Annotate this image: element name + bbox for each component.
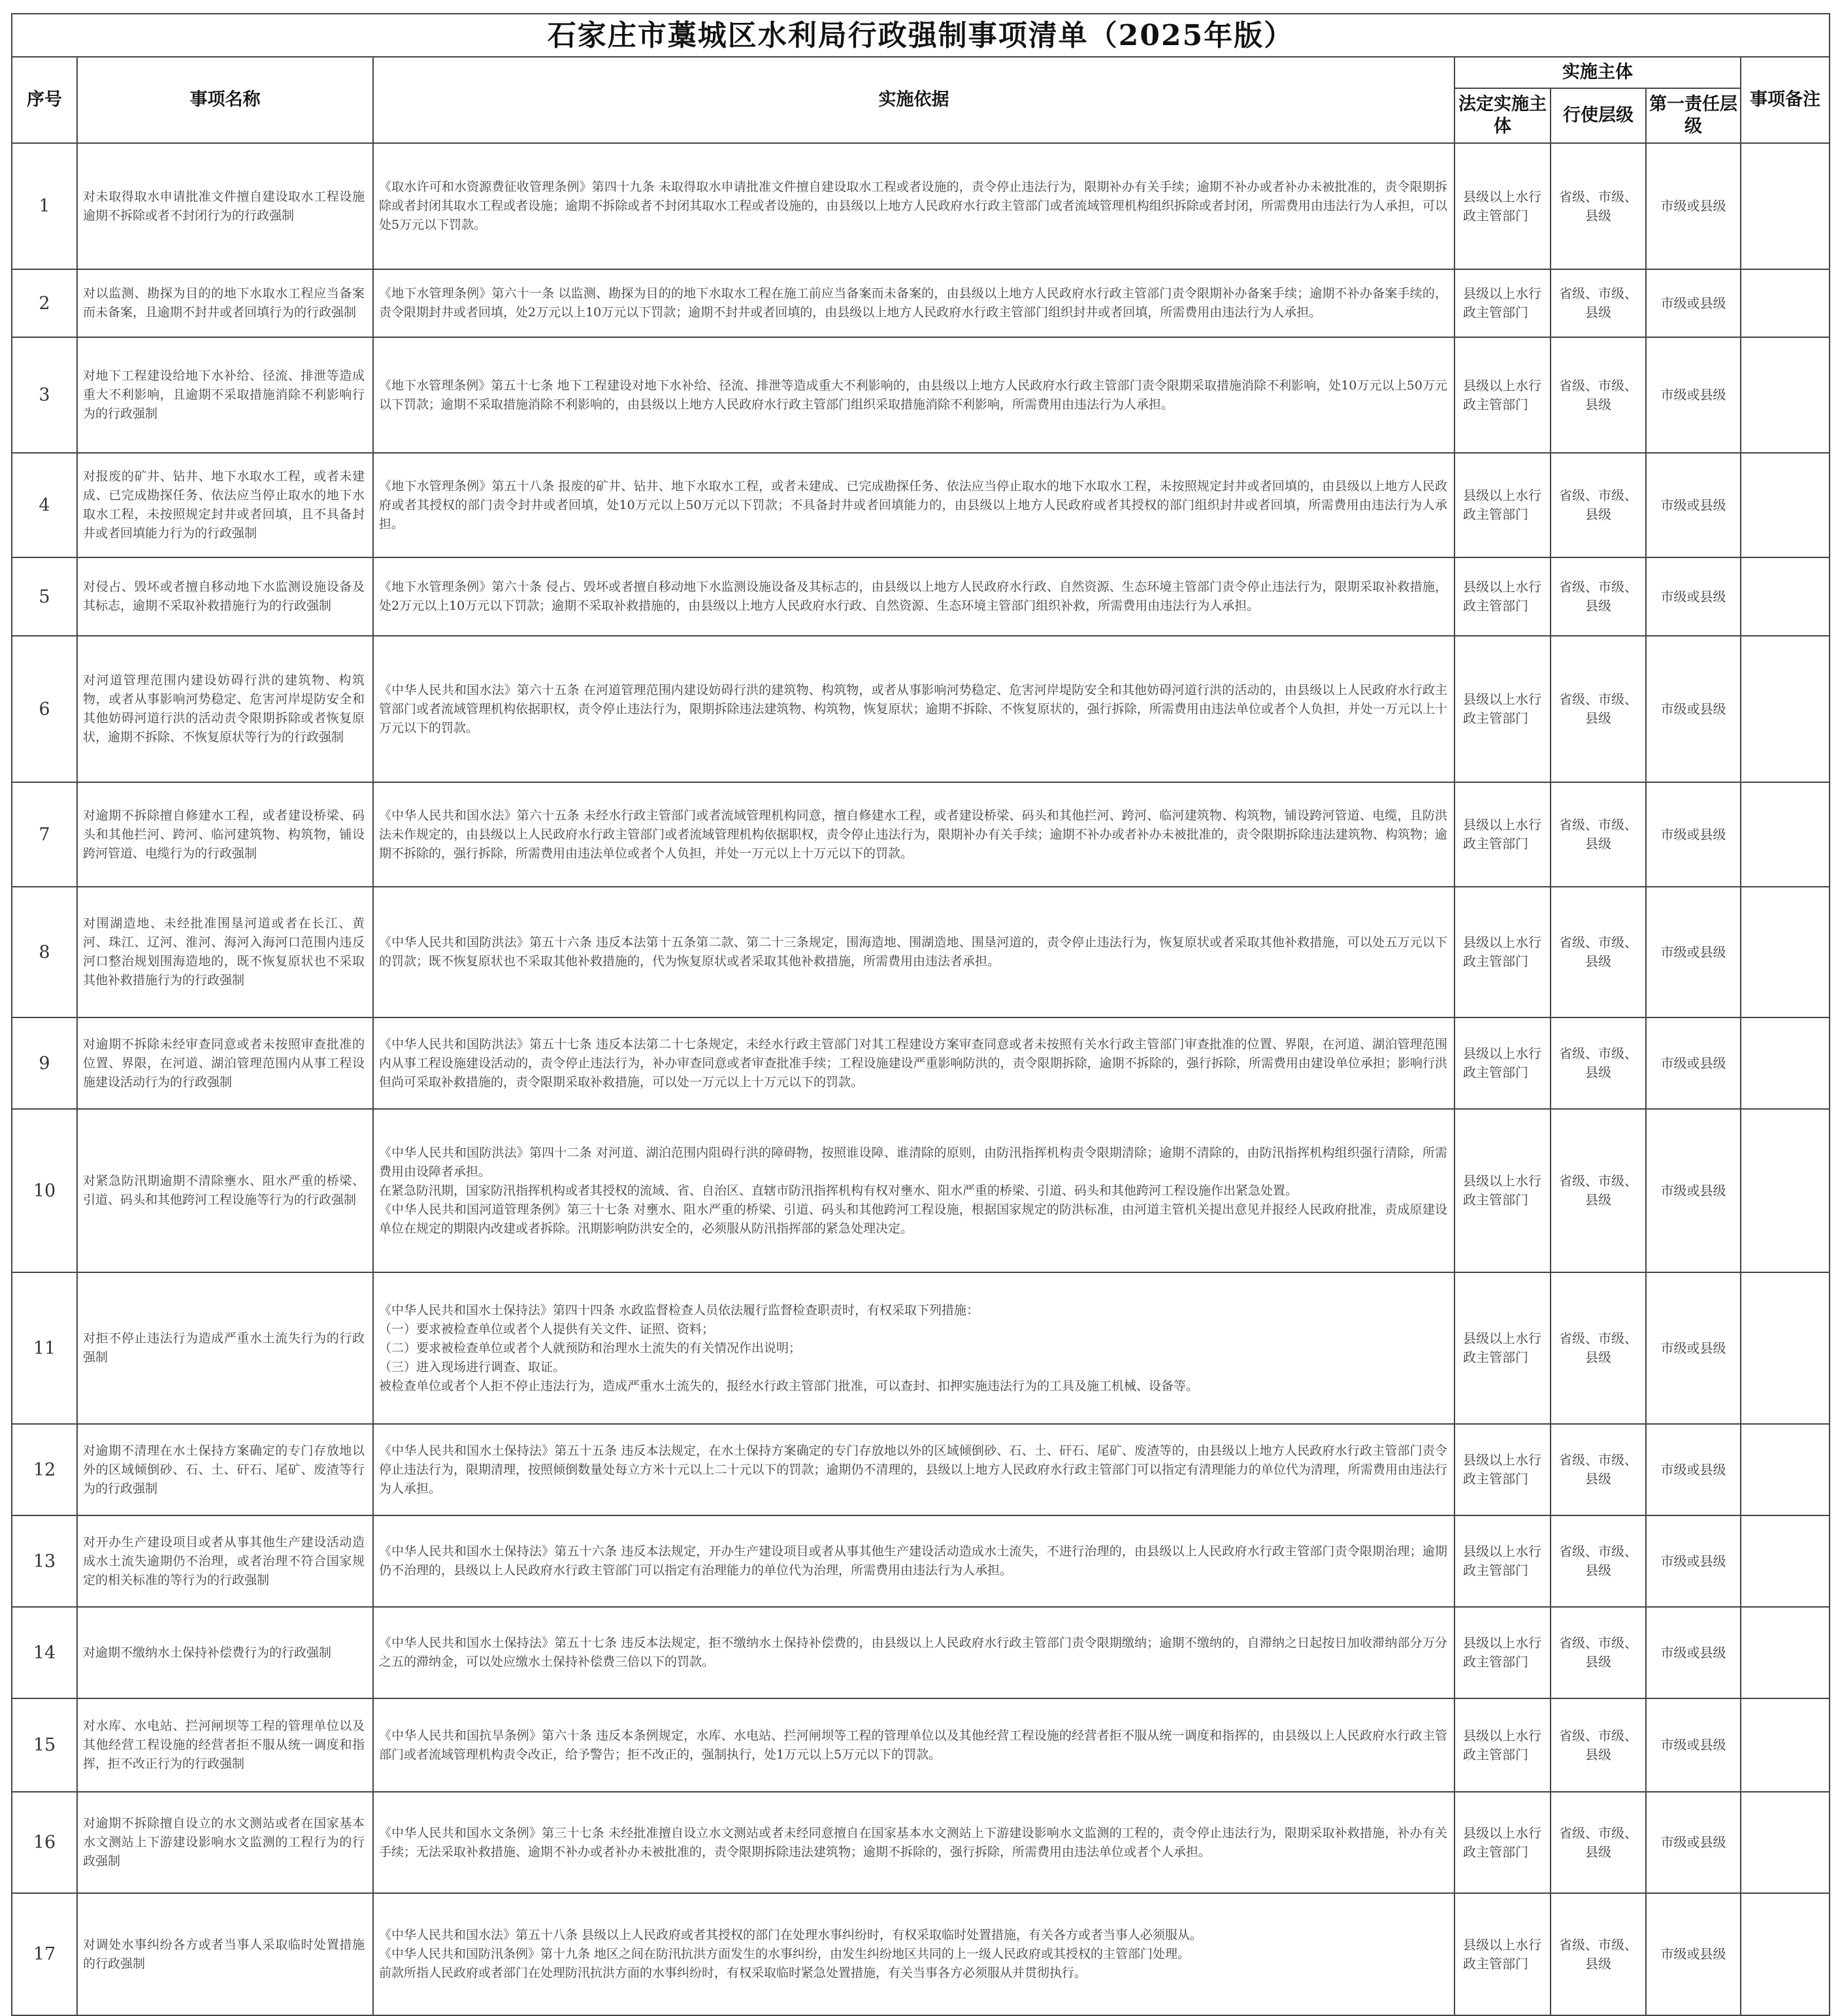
basis-paragraph: 《中华人民共和国防洪法》第五十六条 违反本法第十五条第二款、第二十三条规定，围海造地、围湖造地、围垦河道的，责令停止违法行为，恢复原状或者采取其他补救措施，可以处五万元以下的罚款；既不恢复原状也不采取其他补救措施的，代为恢复原状或者采取其他补救措施，所需费用由违法者承担。 bbox=[379, 935, 1447, 968]
row-remarks bbox=[1741, 557, 1830, 636]
table-row bbox=[12, 1698, 1830, 1792]
row-item-name: 对以监测、勘探为目的的地下水取水工程应当备案而未备案，且逾期不封井或者回填行为的行政强制 bbox=[77, 269, 373, 337]
row-basis bbox=[373, 269, 1454, 337]
row-basis bbox=[373, 782, 1454, 887]
table-row bbox=[12, 269, 1830, 337]
row-basis bbox=[373, 1792, 1454, 1893]
row-exercise-level: 省级、市级、县级 bbox=[1551, 1109, 1646, 1272]
table-row bbox=[12, 143, 1830, 269]
row-basis bbox=[373, 636, 1454, 782]
table-row bbox=[12, 1607, 1830, 1698]
header-remarks: 事项备注 bbox=[1741, 57, 1830, 143]
row-exercise-level: 省级、市级、县级 bbox=[1551, 1893, 1646, 2015]
row-legal-subject: 县级以上水行政主管部门 bbox=[1454, 1698, 1551, 1792]
row-exercise-level: 省级、市级、县级 bbox=[1551, 1424, 1646, 1515]
header-exercise-level: 行使层级 bbox=[1551, 88, 1646, 143]
row-remarks bbox=[1741, 636, 1830, 782]
header-basis: 实施依据 bbox=[373, 57, 1454, 143]
row-basis bbox=[373, 1698, 1454, 1792]
row-item-name: 对紧急防汛期逾期不清除壅水、阻水严重的桥梁、引道、码头和其他跨河工程设施等行为的行政强制 bbox=[77, 1109, 373, 1272]
row-first-resp-level: 市级或县级 bbox=[1646, 636, 1741, 782]
table-row bbox=[12, 1109, 1830, 1272]
basis-paragraph: 《中华人民共和国水土保持法》第五十五条 违反本法规定，在水土保持方案确定的专门存放地以外的区域倾倒砂、石、土、矸石、尾矿、废渣等的，由县级以上地方人民政府水行政主管部门责令停止违法行为，限期清理，按照倾倒数量处每立方米十元以上二十元以下的罚款；逾期仍不清理的，县级以上地方人民政府水行政主管部门可以指定有清理能力的单位代为清理，所需费用由违法行为人承担。 bbox=[379, 1443, 1447, 1496]
row-first-resp-level: 市级或县级 bbox=[1646, 1698, 1741, 1792]
row-remarks bbox=[1741, 1515, 1830, 1607]
row-basis bbox=[373, 1109, 1454, 1272]
row-seq: 5 bbox=[12, 557, 77, 636]
row-first-resp-level: 市级或县级 bbox=[1646, 782, 1741, 887]
row-remarks bbox=[1741, 269, 1830, 337]
row-first-resp-level: 市级或县级 bbox=[1646, 453, 1741, 557]
row-basis bbox=[373, 143, 1454, 269]
row-remarks bbox=[1741, 1109, 1830, 1272]
row-first-resp-level: 市级或县级 bbox=[1646, 337, 1741, 453]
basis-paragraph: 《地下水管理条例》第六十条 侵占、毁坏或者擅自移动地下水监测设施设备及其标志的，由县级以上地方人民政府水行政、自然资源、生态环境主管部门责令停止违法行为，限期采取补救措施，处2万元以上10万元以下罚款；逾期不采取补救措施的，由县级以上地方人民政府水行政、自然资源、生态环境主管部门组织补救，所需费用由违法行为人承担。 bbox=[379, 580, 1447, 613]
row-seq: 12 bbox=[12, 1424, 77, 1515]
row-first-resp-level: 市级或县级 bbox=[1646, 557, 1741, 636]
row-remarks bbox=[1741, 1017, 1830, 1109]
row-item-name: 对逾期不拆除擅自修建水工程，或者建设桥梁、码头和其他拦河、跨河、临河建筑物、构筑物，铺设跨河管道、电缆行为的行政强制 bbox=[77, 782, 373, 887]
row-remarks bbox=[1741, 453, 1830, 557]
row-remarks bbox=[1741, 782, 1830, 887]
row-basis bbox=[373, 1515, 1454, 1607]
row-legal-subject: 县级以上水行政主管部门 bbox=[1454, 337, 1551, 453]
basis-paragraph: （一）要求被检查单位或者个人提供有关文件、证照、资料； bbox=[379, 1321, 715, 1336]
row-item-name: 对逾期不拆除未经审查同意或者未按照审查批准的位置、界限，在河道、湖泊管理范围内从事工程设施建设活动行为的行政强制 bbox=[77, 1017, 373, 1109]
row-remarks bbox=[1741, 887, 1830, 1017]
row-exercise-level: 省级、市级、县级 bbox=[1551, 557, 1646, 636]
header-seq: 序号 bbox=[12, 57, 77, 143]
table-row bbox=[12, 1424, 1830, 1515]
row-exercise-level: 省级、市级、县级 bbox=[1551, 337, 1646, 453]
row-remarks bbox=[1741, 1607, 1830, 1698]
basis-paragraph: （三）进入现场进行调查、取证。 bbox=[379, 1359, 566, 1374]
row-item-name: 对拒不停止违法行为造成严重水土流失行为的行政强制 bbox=[77, 1272, 373, 1424]
row-seq: 7 bbox=[12, 782, 77, 887]
row-exercise-level: 省级、市级、县级 bbox=[1551, 1698, 1646, 1792]
basis-paragraph: 《地下水管理条例》第六十一条 以监测、勘探为目的的地下水取水工程在施工前应当备案而未备案的，由县级以上地方人民政府水行政主管部门责令限期补办备案手续；逾期不补办备案手续的，责令限期封井或者回填，处2万元以上10万元以下罚款；逾期不封井或者回填的，由县级以上地方人民政府水行政主管部门组织封井或者回填，所需费用由违法行为人承担。 bbox=[379, 286, 1447, 320]
row-item-name: 对河道管理范围内建设妨碍行洪的建筑物、构筑物，或者从事影响河势稳定、危害河岸堤防安全和其他妨碍河道行洪的活动责令限期拆除或者恢复原状，逾期不拆除、不恢复原状等行为的行政强制 bbox=[77, 636, 373, 782]
row-seq: 14 bbox=[12, 1607, 77, 1698]
row-first-resp-level: 市级或县级 bbox=[1646, 143, 1741, 269]
row-exercise-level: 省级、市级、县级 bbox=[1551, 1515, 1646, 1607]
row-exercise-level: 省级、市级、县级 bbox=[1551, 1272, 1646, 1424]
row-legal-subject: 县级以上水行政主管部门 bbox=[1454, 1109, 1551, 1272]
table-row bbox=[12, 1272, 1830, 1424]
row-exercise-level: 省级、市级、县级 bbox=[1551, 453, 1646, 557]
table-row bbox=[12, 887, 1830, 1017]
basis-paragraph: 被检查单位或者个人拒不停止违法行为，造成严重水土流失的，报经水行政主管部门批准，可以查封、扣押实施违法行为的工具及施工机械、设备等。 bbox=[379, 1378, 1199, 1393]
basis-paragraph: 前款所指人民政府或者部门在处理防汛抗洪方面的水事纠纷时，有权采取临时紧急处置措施，有关当事各方必须服从并贯彻执行。 bbox=[379, 1966, 1087, 1980]
row-seq: 9 bbox=[12, 1017, 77, 1109]
row-basis bbox=[373, 557, 1454, 636]
row-exercise-level: 省级、市级、县级 bbox=[1551, 1017, 1646, 1109]
row-first-resp-level: 市级或县级 bbox=[1646, 1515, 1741, 1607]
row-seq: 17 bbox=[12, 1893, 77, 2015]
row-legal-subject: 县级以上水行政主管部门 bbox=[1454, 636, 1551, 782]
row-legal-subject: 县级以上水行政主管部门 bbox=[1454, 1792, 1551, 1893]
header-first-resp-level: 第一责任层级 bbox=[1646, 88, 1741, 143]
row-first-resp-level: 市级或县级 bbox=[1646, 269, 1741, 337]
row-remarks bbox=[1741, 337, 1830, 453]
row-legal-subject: 县级以上水行政主管部门 bbox=[1454, 1893, 1551, 2015]
table-row bbox=[12, 337, 1830, 453]
row-basis bbox=[373, 1607, 1454, 1698]
row-legal-subject: 县级以上水行政主管部门 bbox=[1454, 557, 1551, 636]
row-item-name: 对水库、水电站、拦河闸坝等工程的管理单位以及其他经营工程设施的经营者拒不服从统一调度和指挥，拒不改正行为的行政强制 bbox=[77, 1698, 373, 1792]
row-item-name: 对地下工程建设给地下水补给、径流、排泄等造成重大不利影响，且逾期不采取措施消除不利影响行为的行政强制 bbox=[77, 337, 373, 453]
row-basis bbox=[373, 453, 1454, 557]
table-row bbox=[12, 1792, 1830, 1893]
table-row bbox=[12, 1515, 1830, 1607]
row-legal-subject: 县级以上水行政主管部门 bbox=[1454, 1424, 1551, 1515]
basis-paragraph: 《中华人民共和国水法》第六十五条 未经水行政主管部门或者流域管理机构同意，擅自修建水工程，或者建设桥梁、码头和其他拦河、跨河、临河建筑物、构筑物，铺设跨河管道、电缆，且防洪法未作规定的，由县级以上人民政府水行政主管部门或者流域管理机构依据职权，责令停止违法行为，限期补办有关手续；逾期不补办或者补办未被批准的，责令限期拆除违法建筑物、构筑物；逾期不拆除的，强行拆除，所需费用由违法单位或者个人负担，并处一万元以上十万元以下的罚款。 bbox=[379, 808, 1447, 861]
row-item-name: 对围湖造地、未经批准围垦河道或者在长江、黄河、珠江、辽河、淮河、海河入海河口范围内违反河口整治规划围海造地的，既不恢复原状也不采取其他补救措施行为的行政强制 bbox=[77, 887, 373, 1017]
row-legal-subject: 县级以上水行政主管部门 bbox=[1454, 887, 1551, 1017]
row-legal-subject: 县级以上水行政主管部门 bbox=[1454, 1272, 1551, 1424]
row-remarks bbox=[1741, 1424, 1830, 1515]
row-item-name: 对报废的矿井、钻井、地下水取水工程，或者未建成、已完成勘探任务、依法应当停止取水的地下水取水工程，未按照规定封井或者回填，且不具备封井或者回填能力行为的行政强制 bbox=[77, 453, 373, 557]
row-legal-subject: 县级以上水行政主管部门 bbox=[1454, 1515, 1551, 1607]
row-seq: 13 bbox=[12, 1515, 77, 1607]
table-row bbox=[12, 1893, 1830, 2015]
row-remarks bbox=[1741, 1698, 1830, 1792]
page-title: 石家庄市藁城区水利局行政强制事项清单（2025年版） bbox=[12, 14, 1830, 57]
row-item-name: 对逾期不缴纳水土保持补偿费行为的行政强制 bbox=[77, 1607, 373, 1698]
row-seq: 10 bbox=[12, 1109, 77, 1272]
row-item-name: 对未取得取水申请批准文件擅自建设取水工程设施逾期不拆除或者不封闭行为的行政强制 bbox=[77, 143, 373, 269]
row-legal-subject: 县级以上水行政主管部门 bbox=[1454, 1607, 1551, 1698]
row-item-name: 对调处水事纠纷各方或者当事人采取临时处置措施的行政强制 bbox=[77, 1893, 373, 2015]
row-exercise-level: 省级、市级、县级 bbox=[1551, 1792, 1646, 1893]
row-seq: 16 bbox=[12, 1792, 77, 1893]
enforcement-table bbox=[11, 13, 1830, 2016]
row-seq: 6 bbox=[12, 636, 77, 782]
row-basis bbox=[373, 1893, 1454, 2015]
table-row bbox=[12, 557, 1830, 636]
row-exercise-level: 省级、市级、县级 bbox=[1551, 143, 1646, 269]
row-item-name: 对开办生产建设项目或者从事其他生产建设活动造成水土流失逾期仍不治理，或者治理不符合国家规定的相关标准的等行为的行政强制 bbox=[77, 1515, 373, 1607]
basis-paragraph: 《中华人民共和国水土保持法》第五十七条 违反本法规定，拒不缴纳水土保持补偿费的，由县级以上人民政府水行政主管部门责令限期缴纳；逾期不缴纳的，自滞纳之日起按日加收滞纳部分万分之五的滞纳金，可以处应缴水土保持补偿费三倍以下的罚款。 bbox=[379, 1636, 1447, 1669]
table-body bbox=[12, 143, 1830, 2015]
header-subject-group: 实施主体 bbox=[1454, 57, 1741, 88]
row-remarks bbox=[1741, 143, 1830, 269]
row-seq: 2 bbox=[12, 269, 77, 337]
row-exercise-level: 省级、市级、县级 bbox=[1551, 269, 1646, 337]
row-remarks bbox=[1741, 1272, 1830, 1424]
row-seq: 4 bbox=[12, 453, 77, 557]
row-legal-subject: 县级以上水行政主管部门 bbox=[1454, 269, 1551, 337]
row-legal-subject: 县级以上水行政主管部门 bbox=[1454, 453, 1551, 557]
row-basis bbox=[373, 1424, 1454, 1515]
basis-paragraph: 《中华人民共和国防汛条例》第十九条 地区之间在防汛抗洪方面发生的水事纠纷，由发生纠纷地区共同的上一级人民政府或其授权的主管部门处理。 bbox=[379, 1947, 1191, 1961]
table-row bbox=[12, 453, 1830, 557]
basis-paragraph: 《地下水管理条例》第五十七条 地下工程建设对地下水补给、径流、排泄等造成重大不利影响的，由县级以上地方人民政府水行政主管部门责令限期采取措施消除不利影响，处10万元以上50万元以下罚款；逾期不采取措施消除不利影响的，由县级以上地方人民政府水行政主管部门组织采取措施消除不利影响，所需费用由违法行为人承担。 bbox=[379, 378, 1447, 412]
basis-paragraph: 《中华人民共和国河道管理条例》第三十七条 对壅水、阻水严重的桥梁、引道、码头和其他跨河工程设施，根据国家规定的防洪标准，由河道主管机关提出意见并报经人民政府批准，责成原建设单位在规定的期限内改建或者拆除。汛期影响防洪安全的，必须服从防汛指挥部的紧急处理决定。 bbox=[379, 1202, 1447, 1236]
row-seq: 8 bbox=[12, 887, 77, 1017]
row-seq: 1 bbox=[12, 143, 77, 269]
row-first-resp-level: 市级或县级 bbox=[1646, 1893, 1741, 2015]
row-legal-subject: 县级以上水行政主管部门 bbox=[1454, 782, 1551, 887]
row-first-resp-level: 市级或县级 bbox=[1646, 1109, 1741, 1272]
row-legal-subject: 县级以上水行政主管部门 bbox=[1454, 143, 1551, 269]
row-exercise-level: 省级、市级、县级 bbox=[1551, 782, 1646, 887]
row-legal-subject: 县级以上水行政主管部门 bbox=[1454, 1017, 1551, 1109]
row-item-name: 对逾期不拆除擅自设立的水文测站或者在国家基本水文测站上下游建设影响水文监测的工程行为的行政强制 bbox=[77, 1792, 373, 1893]
row-first-resp-level: 市级或县级 bbox=[1646, 887, 1741, 1017]
basis-paragraph: 《中华人民共和国抗旱条例》第六十条 违反本条例规定，水库、水电站、拦河闸坝等工程的管理单位以及其他经营工程设施的经营者拒不服从统一调度和指挥的，由县级以上人民政府水行政主管部门或者流域管理机构责令改正，给予警告；拒不改正的，强制执行，处1万元以上5万元以下的罚款。 bbox=[379, 1728, 1447, 1762]
basis-paragraph: 《地下水管理条例》第五十八条 报废的矿井、钻井、地下水取水工程，或者未建成、已完成勘探任务、依法应当停止取水的地下水取水工程，未按照规定封井或者回填的，由县级以上地方人民政府或者其授权的部门责令封井或者回填，处10万元以上50万元以下罚款；不具备封井或者回填能力的，由县级以上地方人民政府或者其授权的部门组织封井或者回填，所需费用由违法行为人承担。 bbox=[379, 478, 1447, 531]
row-first-resp-level: 市级或县级 bbox=[1646, 1017, 1741, 1109]
header-item-name: 事项名称 bbox=[77, 57, 373, 143]
basis-paragraph: 在紧急防汛期，国家防汛指挥机构或者其授权的流域、省、自治区、直辖市防汛指挥机构有权对壅水、阻水严重的桥梁、引道、码头和其他跨河工程设施作出紧急处置。 bbox=[379, 1183, 1298, 1198]
row-item-name: 对侵占、毁坏或者擅自移动地下水监测设施设备及其标志，逾期不采取补救措施行为的行政强制 bbox=[77, 557, 373, 636]
basis-paragraph: 《取水许可和水资源费征收管理条例》第四十九条 未取得取水申请批准文件擅自建设取水工程或者设施的，责令停止违法行为，限期补办有关手续；逾期不补办或者补办未被批准的，责令限期拆除或者封闭其取水工程或者设施；逾期不拆除或者不封闭其取水工程或者设施的，由县级以上地方人民政府水行政主管部门或者流域管理机构组织拆除或者封闭，所需费用由违法行为人承担，可以处5万元以下罚款。 bbox=[379, 180, 1447, 232]
row-basis bbox=[373, 1017, 1454, 1109]
row-first-resp-level: 市级或县级 bbox=[1646, 1272, 1741, 1424]
basis-paragraph: 《中华人民共和国水法》第五十八条 县级以上人民政府或者其授权的部门在处理水事纠纷时，有权采取临时处置措施，有关各方或者当事人必须服从。 bbox=[379, 1928, 1203, 1942]
table-row bbox=[12, 1017, 1830, 1109]
row-seq: 3 bbox=[12, 337, 77, 453]
enforcement-list-sheet bbox=[11, 13, 1829, 2016]
row-seq: 11 bbox=[12, 1272, 77, 1424]
table-row bbox=[12, 636, 1830, 782]
basis-paragraph: 《中华人民共和国水法》第六十五条 在河道管理范围内建设妨碍行洪的建筑物、构筑物，或者从事影响河势稳定、危害河岸堤防安全和其他妨碍河道行洪的活动的，由县级以上人民政府水行政主管部门或者流域管理机构依据职权，责令停止违法行为，限期拆除违法建筑物、构筑物，恢复原状；逾期不拆除、不恢复原状的，强行拆除，所需费用由违法单位或者个人负担，并处一万元以上十万元以下的罚款。 bbox=[379, 682, 1447, 735]
basis-paragraph: 《中华人民共和国水土保持法》第五十六条 违反本法规定，开办生产建设项目或者从事其他生产建设活动造成水土流失，不进行治理的，由县级以上人民政府水行政主管部门责令限期治理；逾期仍不治理的，县级以上人民政府水行政主管部门可以指定有治理能力的单位代为治理，所需费用由违法行为人承担。 bbox=[379, 1544, 1447, 1578]
row-remarks bbox=[1741, 1893, 1830, 2015]
row-exercise-level: 省级、市级、县级 bbox=[1551, 636, 1646, 782]
basis-paragraph: 《中华人民共和国水文条例》第三十七条 未经批准擅自设立水文测站或者未经同意擅自在国家基本水文测站上下游建设影响水文监测的工程的，责令停止违法行为，限期采取补救措施，补办有关手续；无法采取补救措施、逾期不补办或者补办未被批准的，责令限期拆除违法建筑物；逾期不拆除的，强行拆除，所需费用由违法单位或者个人承担。 bbox=[379, 1825, 1447, 1859]
row-exercise-level: 省级、市级、县级 bbox=[1551, 887, 1646, 1017]
table-row bbox=[12, 782, 1830, 887]
row-first-resp-level: 市级或县级 bbox=[1646, 1792, 1741, 1893]
row-basis bbox=[373, 887, 1454, 1017]
row-seq: 15 bbox=[12, 1698, 77, 1792]
row-basis bbox=[373, 337, 1454, 453]
row-exercise-level: 省级、市级、县级 bbox=[1551, 1607, 1646, 1698]
row-item-name: 对逾期不清理在水土保持方案确定的专门存放地以外的区域倾倒砂、石、土、矸石、尾矿、废渣等行为的行政强制 bbox=[77, 1424, 373, 1515]
row-basis bbox=[373, 1272, 1454, 1424]
basis-paragraph: 《中华人民共和国水土保持法》第四十四条 水政监督检查人员依法履行监督检查职责时，有权采取下列措施： bbox=[379, 1302, 979, 1317]
row-remarks bbox=[1741, 1792, 1830, 1893]
basis-paragraph: 《中华人民共和国防洪法》第五十七条 违反本法第二十七条规定，未经水行政主管部门对其工程建设方案审查同意或者未按照有关水行政主管部门审查批准的位置、界限，在河道、湖泊管理范围内从事工程设施建设活动的，责令停止违法行为，补办审查同意或者审查批准手续；工程设施建设严重影响防洪的，责令限期拆除，逾期不拆除的，强行拆除，所需费用由建设单位承担；影响行洪但尚可采取补救措施的，责令限期采取补救措施，可以处一万元以上十万元以下的罚款。 bbox=[379, 1036, 1447, 1089]
header-legal-subject: 法定实施主体 bbox=[1454, 88, 1551, 143]
row-first-resp-level: 市级或县级 bbox=[1646, 1607, 1741, 1698]
basis-paragraph: （二）要求被检查单位或者个人就预防和治理水土流失的有关情况作出说明； bbox=[379, 1340, 802, 1355]
basis-paragraph: 《中华人民共和国防洪法》第四十二条 对河道、湖泊范围内阻碍行洪的障碍物，按照谁设障、谁清除的原则，由防汛指挥机构责令限期清除；逾期不清除的，由防汛指挥机构组织强行清除，所需费用由设障者承担。 bbox=[379, 1145, 1447, 1179]
row-first-resp-level: 市级或县级 bbox=[1646, 1424, 1741, 1515]
